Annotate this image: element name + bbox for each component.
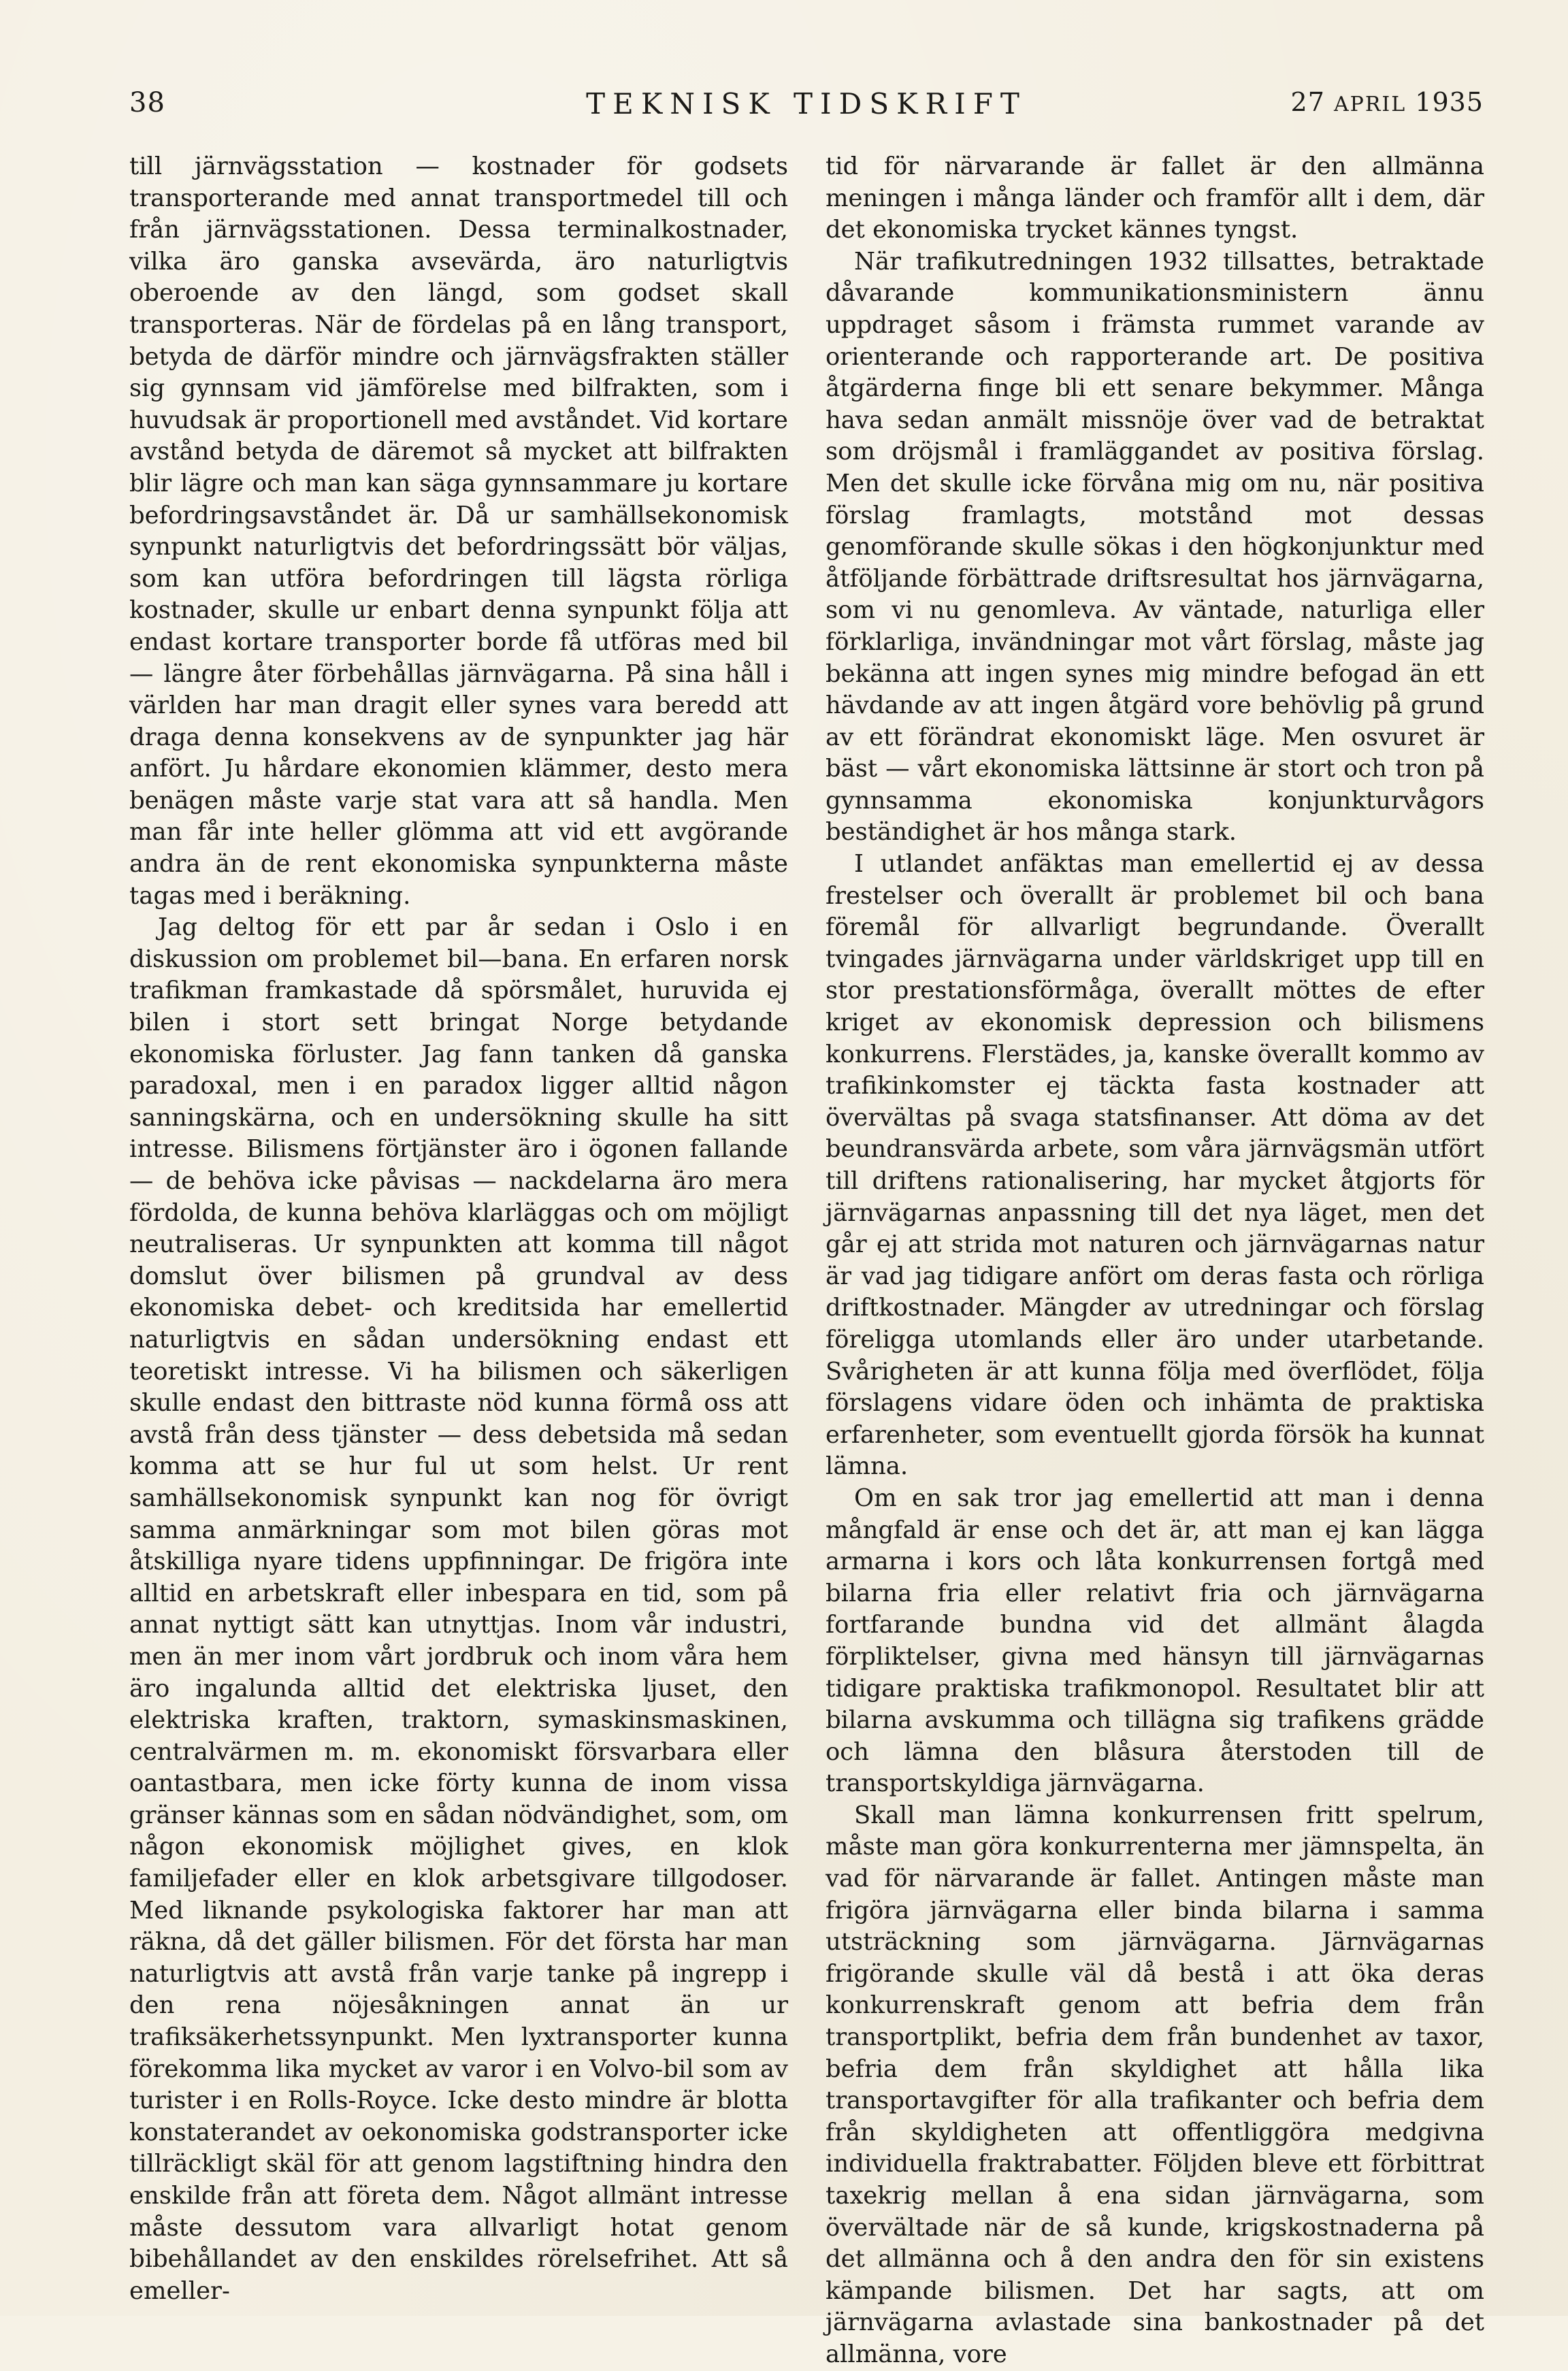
issue-day: 27 [1290, 87, 1325, 117]
issue-year: 1935 [1415, 87, 1484, 117]
journal-title: TEKNISK TIDSKRIFT [586, 87, 1027, 120]
paragraph: tid för närvarande är fallet är den allmänna meningen i många länder och framför allt i dem, där det ekonomiska trycket kännes tyngst. [826, 152, 1484, 244]
paragraph: Skall man lämna konkurrensen fritt spelrum, måste man göra konkurrenterna mer jämnspelta, än vad för närvarande är fallet. Antingen måste man frigöra järnvägarna eller binda bilarna i samma utsträckning som järnvägarna. Järnvägarnas frigörande skulle väl då bestå i att öka deras konkurrenskraft genom att befria dem från transportplikt, befria dem från bundenhet av taxor, befria dem från skyldighet att hålla lika transportavgifter för alla trafikanter och befria dem från skyldigheten att offentliggöra medgivna individuella fraktrabatter. Följden bleve ett förbittrat taxekrig mellan å ena sidan järnvägarna, som övervältade när de så kunde, krigskostnaderna på det allmänna och å den andra den för sin existens kämpande bilismen. Det har sagts, att om järnvägarna avlastade sina bankostnader på det allmänna, vore [826, 1801, 1484, 2368]
page-header [129, 87, 1484, 128]
paragraph: till järnvägsstation — kostnader för godsets transporterande med annat transportmedel till och från järnvägsstationen. Dessa terminalkostnader, vilka äro ganska avsevärda, äro naturligtvis oberoende av den längd, som godset skall transporteras. När de fördelas på en lång transport, betyda de därför mindre och järnvägsfrakten ställer sig gynnsam vid jämförelse med bilfrakten, som i huvudsak är proportionell med avståndet. Vid kortare avstånd betyda de däremot så mycket att bilfrakten blir lägre och man kan säga gynnsammare ju kortare befordringsavståndet är. Då ur samhällsekonomisk synpunkt naturligtvis det befordringssätt bör väljas, som kan utföra befordringen till lägsta rörliga kostnader, skulle ur enbart denna synpunkt följa att endast kortare transporter borde få utföras med bil — längre åter förbehållas järnvägarna. På sina håll i världen har man dragit eller synes vara beredd att draga denna konsekvens av de synpunkter jag här anfört. Ju hårdare ekonomien klämmer, desto mera benägen måste varje stat vara att så handla. Men man får inte heller glömma att vid ett avgörande andra än de rent ekonomiska synpunkterna måste tagas med i beräkning. [129, 152, 788, 910]
text-column-right [826, 151, 1484, 2371]
paragraph: I utlandet anfäktas man emellertid ej av dessa frestelser och överallt är problemet bil och bana föremål för allvarligt begrundande. Överallt tvingades järnvägarna under världskriget upp till en stor prestationsförmåga, överallt möttes de efter kriget av ekonomisk depression och bilismens konkurrens. Flerstädes, ja, kanske överallt kommo av trafikinkomster ej täckta fasta kostnader att övervältas på svaga statsfinanser. Att döma av det beundransvärda arbete, som våra järnvägsmän utfört till driftens rationalisering, har mycket åtgjorts för järnvägarnas anpassning till det nya läget, men det går ej att strida mot naturen och järnvägarnas natur är vad jag tidigare anfört om deras fasta och rörliga driftkostnader. Mängder av utredningar och förslag föreligga utomlands eller äro under utarbetande. Svårigheten är att kunna följa med överflödet, följa förslagens vidare öden och inhämta de praktiska erfarenheter, som eventuellt gjorda försök ha kunnat lämna. [826, 850, 1484, 1481]
paragraph: Om en sak tror jag emellertid att man i denna mångfald är ense och det är, att man ej kan lägga armarna i kors och låta konkurrensen fortgå med bilarna fria eller relativt fria och järnvägarna fortfarande bundna vid det allmänt ålagda förpliktelser, givna med hänsyn till järnvägarnas tidigare praktiska trafikmonopol. Resultatet blir att bilarna avskumma och tillägna sig trafikens grädde och lämna den blåsura återstoden till de transportskyldiga järnvägarna. [826, 1484, 1484, 1798]
paragraph: När trafikutredningen 1932 tillsattes, betraktade dåvarande kommunikationsministern ännu uppdraget såsom i främsta rummet varande av orienterande och rapporterande art. De positiva åtgärderna finge bli ett senare bekymmer. Många hava sedan anmält missnöje över vad de betraktat som dröjsmål i framläggandet av positiva förslag. Men det skulle icke förvåna mig om nu, när positiva förslag framlagts, motstånd mot dessas genomförande skulle sökas i den högkonjunktur med åtföljande förbättrade driftsresultat hos järnvägarna, som vi nu genomleva. Av väntade, naturliga eller förklarliga, invändningar mot vårt förslag, måste jag bekänna att ingen synes mig mindre befogad än ett hävdande av att ingen åtgärd vore behövlig på grund av ett förändrat ekonomiskt läge. Men osvuret är bäst — vårt ekonomiska lättsinne är stort och tron på gynnsamma ekonomiska konjunkturvågors beständighet är hos många stark. [826, 247, 1484, 847]
page-number: 38 [129, 87, 165, 118]
paragraph: Jag deltog för ett par år sedan i Oslo i en diskussion om problemet bil—bana. En erfaren norsk trafikman framkastade då spörsmålet, huruvida ej bilen i stort sett bringat Norge betydande ekonomiska förluster. Jag fann tanken då ganska paradoxal, men i en paradox ligger alltid någon sanningskärna, och en undersökning skulle ha sitt intresse. Bilismens förtjänster äro i ögonen fallande — de behöva icke påvisas — nackdelarna äro mera fördolda, de kunna behöva klarläggas och om möjligt neutraliseras. Ur synpunkten att komma till något domslut över bilismen på grundval av dess ekonomiska debet- och kreditsida har emellertid naturligtvis en sådan undersökning endast ett teoretiskt intresse. Vi ha bilismen och säkerligen skulle endast den bittraste nöd kunna förmå oss att avstå från dess tjänster — dess debetsida må sedan komma att se hur ful ut som helst. Ur rent samhällsekonomisk synpunkt kan nog för övrigt samma anmärkningar som mot bilen göras mot åtskilliga nyare tidens uppfinningar. De frigöra inte alltid en arbetskraft eller inbespara en tid, som på annat nyttigt sätt kan utnyttjas. Inom vår industri, men än mer inom vårt jordbruk och inom våra hem äro ingalunda alltid det elektriska ljuset, den elektriska kraften, traktorn, symaskinsmaskinen, centralvärmen m. m. ekonomiskt försvarbara eller oantastbara, men icke förty kunna de inom vissa gränser kännas som en sådan nödvändighet, som, om någon ekonomisk möjlighet gives, en klok familjefader eller en klok arbetsgivare tillgodoser. Med liknande psykologiska faktorer har man att räkna, då det gäller bilismen. För det första har man naturligtvis att avstå från varje tanke på ingrepp i den rena nöjesåkningen annat än ur trafiksäkerhetssynpunkt. Men lyxtransporter kunna förekomma lika mycket av varor i en Volvo-bil som av turister i en Rolls-Royce. Icke desto mindre är blotta konstaterandet av oekonomiska godstransporter icke tillräckligt skäl för att genom lagstiftning hindra den enskilde från att företa dem. Något allmänt intresse måste dessutom vara allvarligt hotat genom bibehållandet av den enskildes rörelsefrihet. Att så emeller- [129, 913, 788, 2305]
issue-date [1291, 87, 1484, 117]
text-column-left [129, 151, 788, 2307]
issue-month: APRIL [1333, 93, 1407, 116]
